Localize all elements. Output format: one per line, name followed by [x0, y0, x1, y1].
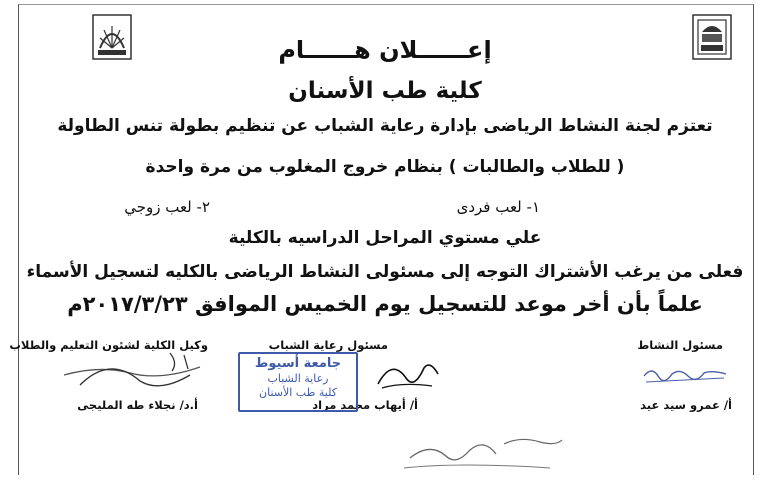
signatory-name-vice-dean: أ.د/ نجلاء طه المليجى: [77, 398, 198, 412]
signature-youth: [372, 354, 442, 394]
signatory-name-youth: أ/ أيهاب محمد مراد: [312, 398, 418, 412]
signatory-role-activity: مسئول النشاط: [637, 338, 723, 352]
announcement-body-line-1: تعتزم لجنة النشاط الرياضى بإدارة رعاية الشباب عن تنظيم بطولة تنس الطاولة: [57, 116, 713, 136]
game-double: ٢- لعب زوجي: [124, 198, 210, 216]
stamp-line-3: كلية طب الأسنان: [259, 386, 337, 399]
signatory-role-vice-dean: وكيل الكلية لشئون التعليم والطلاب: [9, 338, 208, 352]
game-single: ١- لعب فردى: [456, 198, 540, 216]
announcement-body-line-2: ( للطلاب والطالبات ) بنظام خروج المغلوب من مرة واحدة: [145, 157, 625, 177]
official-stamp: [238, 352, 358, 412]
signatory-name-activity: أ/ عمرو سيد عيد: [640, 398, 732, 412]
signatory-role-youth: مسئول رعاية الشباب: [268, 338, 388, 352]
announcement-title: إعــــــلان هــــــام: [278, 36, 492, 64]
stamp-line-2: رعاية الشباب: [267, 372, 329, 385]
register-line: فعلى من يرغب الأشتراك التوجه إلى مسئولى النشاط الرياضى بالكليه لتسجيل الأسماء: [26, 262, 744, 282]
deadline-line: علماً بأن أخر موعد للتسجيل يوم الخميس الموافق ٢٠١٧/٣/٢٣م: [67, 292, 703, 316]
signature-vice-dean: [60, 345, 210, 395]
signature-activity: [640, 358, 730, 388]
stamp-line-1: جامعة أسيوط: [254, 356, 342, 371]
level-line: علي مستوي المراحل الدراسيه بالكلية: [228, 228, 542, 248]
faculty-name: كلية طب الأسنان: [288, 78, 482, 104]
signature-bottom: [400, 432, 570, 477]
